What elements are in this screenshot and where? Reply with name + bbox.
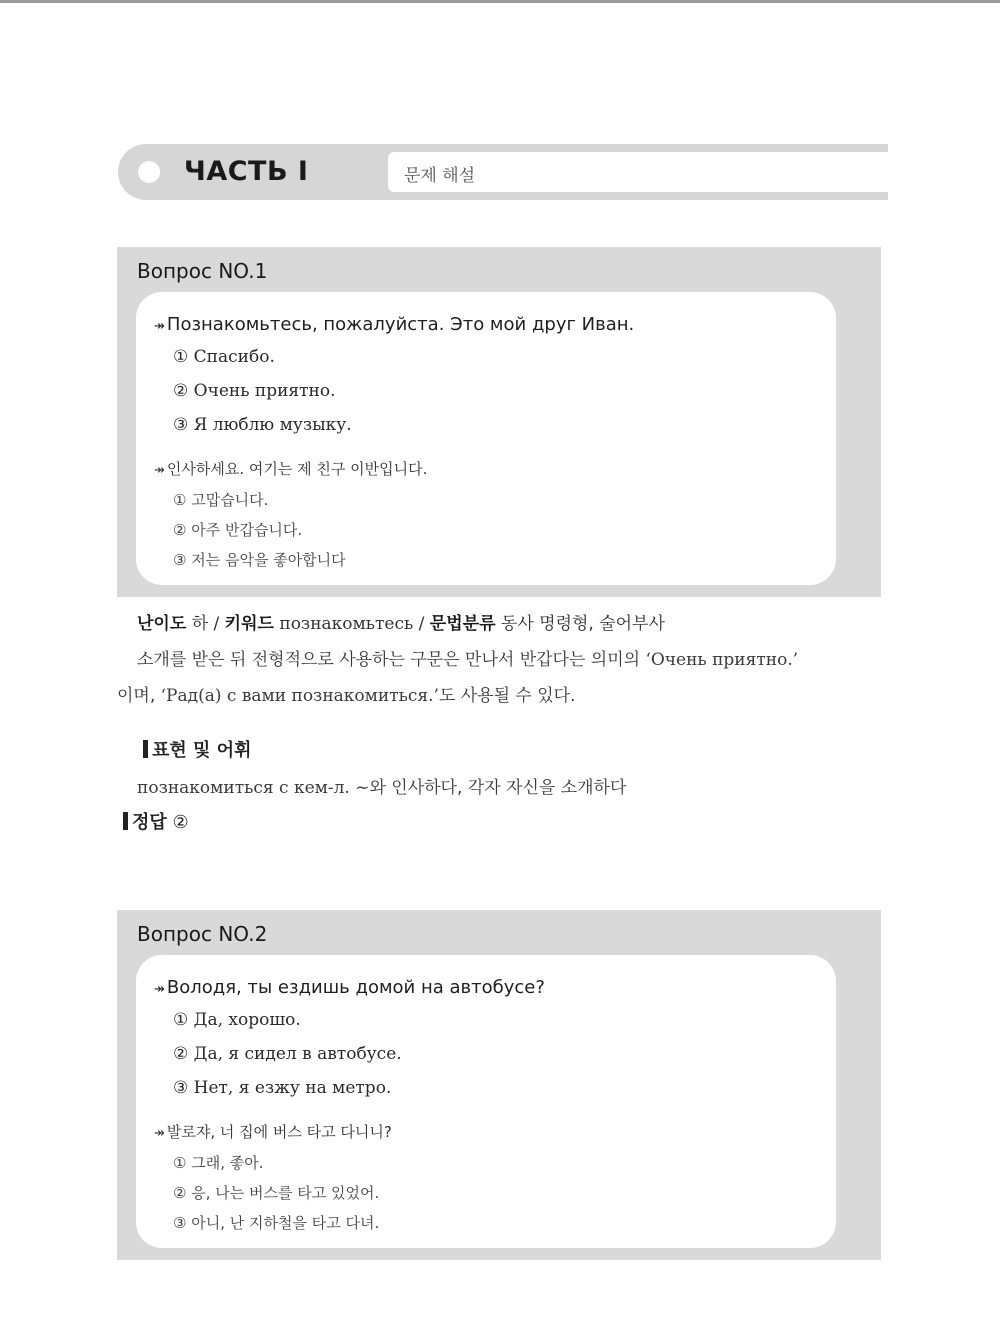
part-header <box>118 144 888 200</box>
expressions-heading: 표현 및 어휘 <box>143 736 251 762</box>
answer-option-3: ③ Я люблю музыку. <box>173 415 352 435</box>
arrow-icon: ↠ <box>154 463 165 478</box>
bullet-circle-icon <box>138 161 160 183</box>
question-card <box>136 292 836 585</box>
bar-marker-icon <box>143 740 148 758</box>
translation-prompt: ↠ 인사하세요. 여기는 제 친구 이반입니다. <box>154 460 428 478</box>
question-prompt: ↠ Познакомьтесь, пожалуйста. Это мой друг Иван. <box>154 314 635 335</box>
answer-option-1: ① Спасибо. <box>173 347 275 367</box>
bar-marker-icon <box>123 812 128 830</box>
question-panel-2 <box>117 910 881 1260</box>
explanation-line-2: 이며, ‘Рад(а) с вами познакомиться.’도 사용될 수 있다. <box>117 686 576 706</box>
top-rule <box>0 0 1000 3</box>
question-panel-1 <box>117 247 881 597</box>
arrow-icon: ↠ <box>154 982 165 997</box>
translation-option-2: ② 응, 나는 버스를 타고 있었어. <box>173 1184 380 1202</box>
answer-option-2: ② Да, я сидел в автобусе. <box>173 1044 402 1064</box>
translation-option-2: ② 아주 반갑습니다. <box>173 521 303 539</box>
part-title: ЧАСТЬ I <box>184 156 309 187</box>
question-title: Вопрос NO.2 <box>137 922 268 946</box>
arrow-icon: ↠ <box>154 1126 165 1141</box>
question-prompt: ↠ Володя, ты ездишь домой на автобусе? <box>154 977 545 998</box>
part-subtitle-box <box>388 152 888 192</box>
answer-option-2: ② Очень приятно. <box>173 381 336 401</box>
explanation-meta: 난이도 하 / 키워드 познакомьтесь / 문법분류 동사 명령형, 술어부사 <box>137 614 665 634</box>
answer-option-1: ① Да, хорошо. <box>173 1010 301 1030</box>
explanation-line-1: 소개를 받은 뒤 전형적으로 사용하는 구문은 만나서 반갑다는 의미의 ‘Очень приятно.’ <box>137 650 799 670</box>
answer-line: 정답 ② <box>123 808 189 834</box>
translation-option-1: ① 고맙습니다. <box>173 491 269 509</box>
translation-option-3: ③ 저는 음악을 좋아합니다 <box>173 551 346 569</box>
answer-option-3: ③ Нет, я езжу на метро. <box>173 1078 392 1098</box>
question-title: Вопрос NO.1 <box>137 259 268 283</box>
expressions-body: познакомиться с кем-л. ~와 인사하다, 각자 자신을 소개하다 <box>137 778 627 798</box>
part-subtitle: 문제 해설 <box>404 166 476 186</box>
arrow-icon: ↠ <box>154 319 165 334</box>
question-card <box>136 955 836 1248</box>
translation-option-1: ① 그래, 좋아. <box>173 1154 264 1172</box>
translation-option-3: ③ 아니, 난 지하철을 타고 다녀. <box>173 1214 380 1232</box>
translation-prompt: ↠ 발로쟈, 너 집에 버스 타고 다니니? <box>154 1123 392 1141</box>
